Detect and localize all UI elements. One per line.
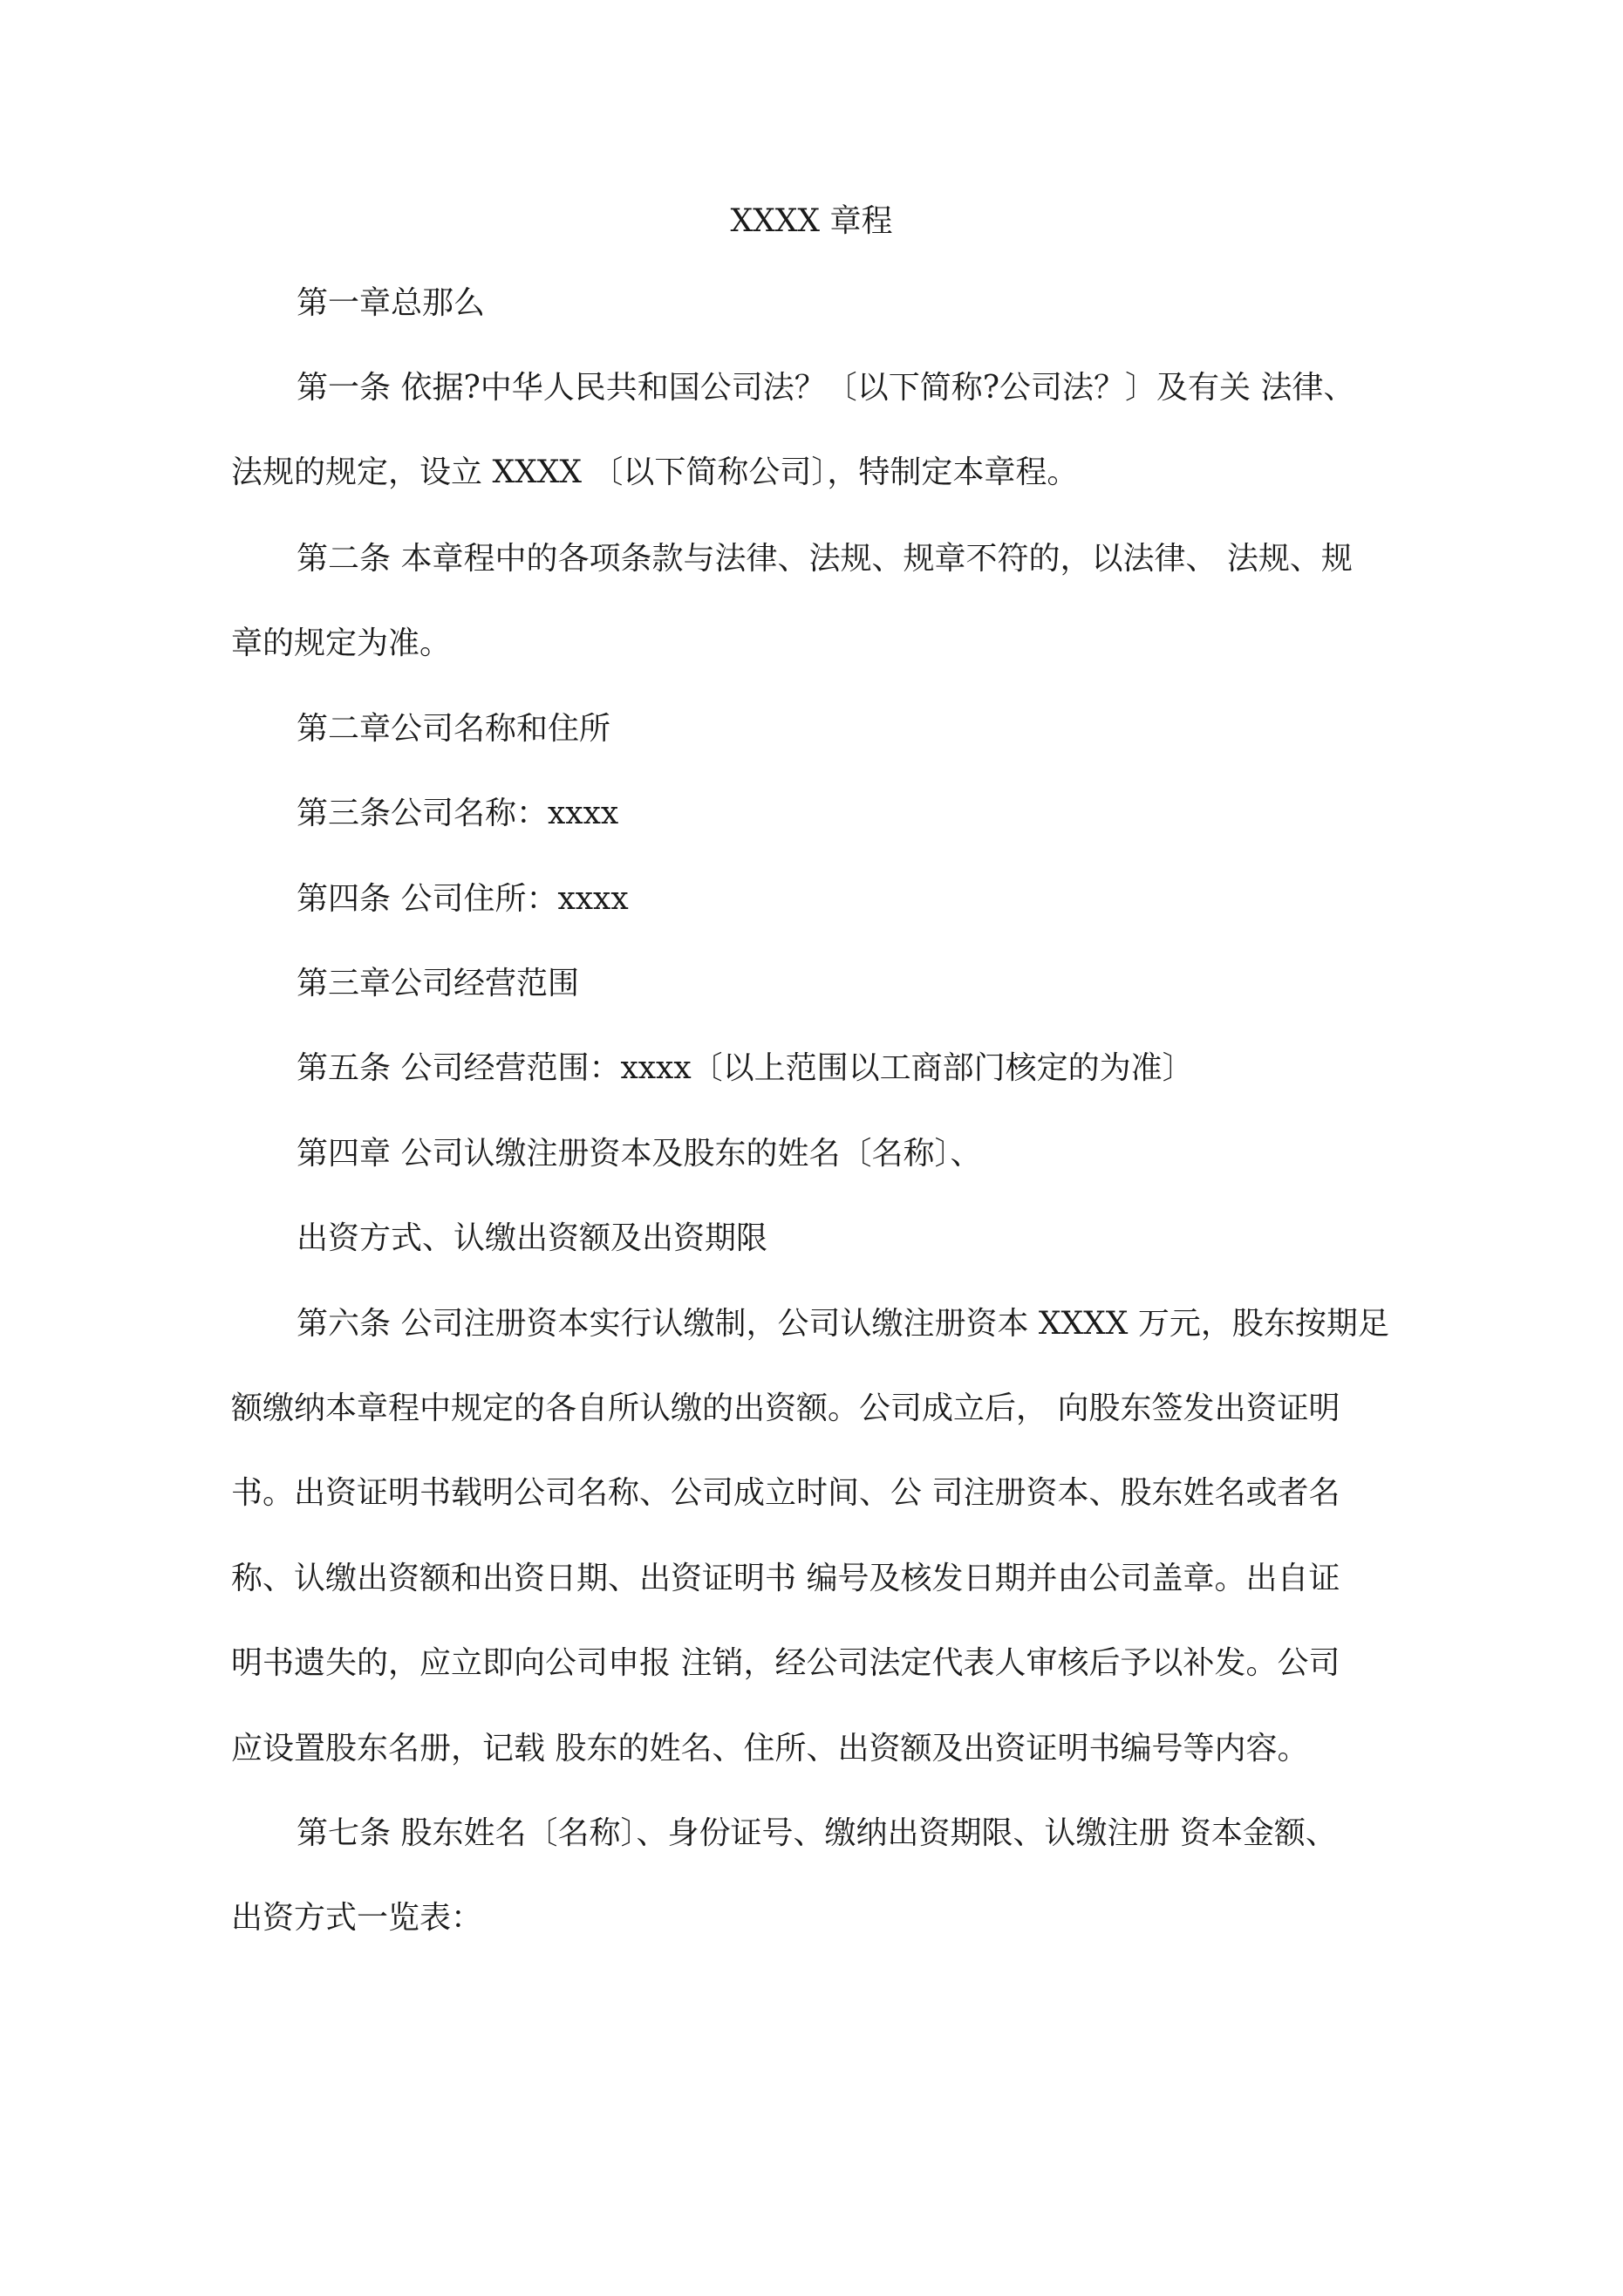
article-3: 第三条公司名称：xxxx: [297, 796, 619, 831]
article-6-line-6: 应设置股东名册，记载 股东的姓名、住所、出资额及出资证明书编号等内容。: [231, 1731, 1309, 1766]
chapter-4-heading-1: 第四章 公司认缴注册资本及股东的姓名〔名称〕、: [297, 1136, 982, 1172]
chapter-2-heading: 第二章公司名称和住所: [297, 711, 611, 747]
article-1-line-1: 第一条 依据?中华人民共和国公司法？〔以下简称?公司法？〕及有关 法律、: [297, 370, 1355, 406]
article-2-line-1: 第二条 本章程中的各项条款与法律、法规、规章不符的，以法律、 法规、规: [297, 541, 1353, 577]
article-2-line-2: 章的规定为准。: [231, 625, 452, 661]
article-6-line-1: 第六条 公司注册资本实行认缴制，公司认缴注册资本 XXXX 万元，股东按期足: [297, 1306, 1389, 1342]
article-6-line-4: 称、认缴出资额和出资日期、出资证明书 编号及核发日期并由公司盖章。出自证: [231, 1561, 1340, 1596]
article-1-line-2: 法规的规定，设立 XXXX 〔以下简称公司〕，特制定本章程。: [231, 454, 1079, 490]
chapter-4-heading-2: 出资方式、认缴出资额及出资期限: [297, 1220, 768, 1256]
article-6-line-3: 书。出资证明书载明公司名称、公司成立时间、公 司注册资本、股东姓名或者名: [231, 1475, 1340, 1511]
article-7-line-1: 第七条 股东姓名〔名称〕、身份证号、缴纳出资期限、认缴注册 资本金额、: [297, 1815, 1337, 1851]
article-7-line-2: 出资方式一览表：: [231, 1900, 483, 1936]
chapter-1-heading: 第一章总那么: [297, 285, 486, 321]
article-5: 第五条 公司经营范围：xxxx〔以上范围以工商部门核定的为准〕: [297, 1050, 1194, 1086]
chapter-3-heading: 第三章公司经营范围: [297, 966, 580, 1001]
article-6-line-2: 额缴纳本章程中规定的各自所认缴的出资额。公司成立后， 向股东签发出资证明: [231, 1391, 1340, 1426]
article-4: 第四条 公司住所：xxxx: [297, 881, 629, 917]
document-title: XXXX 章程: [730, 203, 893, 239]
article-6-line-5: 明书遗失的，应立即向公司申报 注销，经公司法定代表人审核后予以补发。公司: [231, 1645, 1340, 1681]
